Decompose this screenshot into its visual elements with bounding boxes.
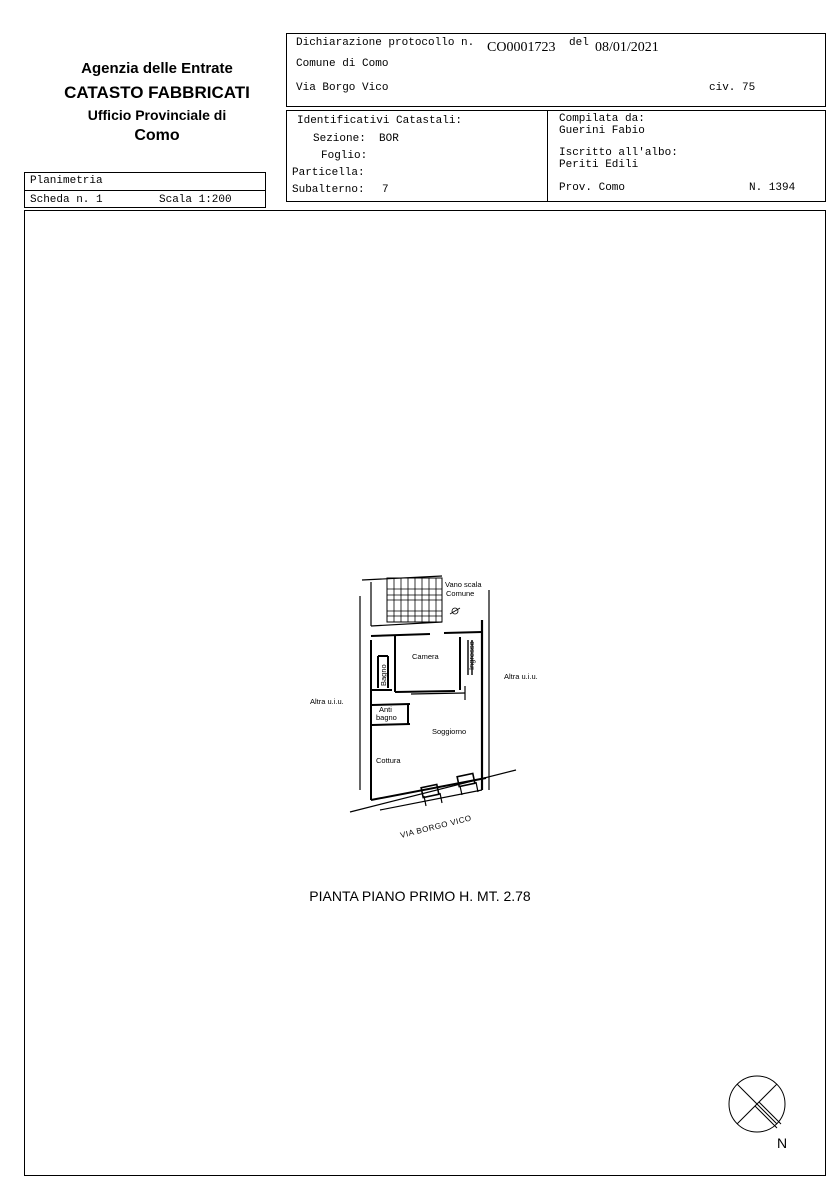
north-label: N — [777, 1135, 788, 1151]
via-label: Via Borgo Vico — [296, 82, 389, 94]
sezione-value: BOR — [379, 133, 399, 145]
compilata-label: Compilata da: — [559, 113, 645, 125]
vano-scala-label: Vano scala — [445, 580, 482, 589]
street-label: VIA BORGO VICO — [399, 813, 473, 840]
catasto-title: CATASTO FABBRICATI — [64, 83, 250, 102]
anti-label: Anti — [379, 705, 392, 714]
albo-name: Periti Edili — [559, 159, 639, 171]
declaration-date: 08/01/2021 — [595, 40, 659, 55]
subalterno-value: 7 — [382, 184, 389, 196]
scheda-label: Scheda n. 1 — [30, 194, 103, 206]
iscritto-label: Iscritto all'albo: — [559, 147, 678, 159]
foglio-label: Foglio: — [321, 150, 368, 162]
antibagno-label: bagno — [376, 713, 397, 722]
plan-title: PIANTA PIANO PRIMO H. MT. 2.78 — [309, 888, 531, 904]
soggiorno-label: Soggiorno — [432, 727, 467, 736]
ingresso-label: Ingresso — [467, 641, 476, 670]
civico-label: civ. 75 — [709, 82, 756, 94]
cottura-label: Cottura — [376, 756, 401, 765]
protocol-number: CO0001723 — [487, 40, 556, 55]
comune-stair-label: Comune — [446, 589, 475, 598]
altra-uiu-left: Altra u.i.u. — [310, 697, 344, 706]
planimetria-label: Planimetria — [30, 175, 103, 187]
altra-uiu-right: Altra u.i.u. — [504, 672, 538, 681]
camera-label: Camera — [412, 652, 439, 661]
numero-label: N. 1394 — [749, 182, 796, 194]
protocol-label: Dichiarazione protocollo n. — [296, 37, 475, 49]
particella-label: Particella: — [292, 167, 365, 179]
identificativi-title: Identificativi Catastali: — [297, 115, 463, 127]
comune-label: Comune di Como — [296, 58, 389, 70]
compass-icon — [729, 1076, 785, 1132]
agency-name: Agenzia delle Entrate — [81, 60, 233, 77]
sezione-label: Sezione: — [313, 133, 366, 145]
del-label: del — [569, 37, 589, 49]
compilatore-name: Guerini Fabio — [559, 125, 645, 137]
prov-label: Prov. Como — [559, 182, 626, 194]
scala-label: Scala 1:200 — [159, 194, 232, 206]
bagno-label: Bagno — [379, 664, 388, 686]
provincia-name: Como — [134, 127, 180, 144]
ufficio-label: Ufficio Provinciale di — [87, 107, 227, 123]
subalterno-label: Subalterno: — [292, 184, 365, 196]
